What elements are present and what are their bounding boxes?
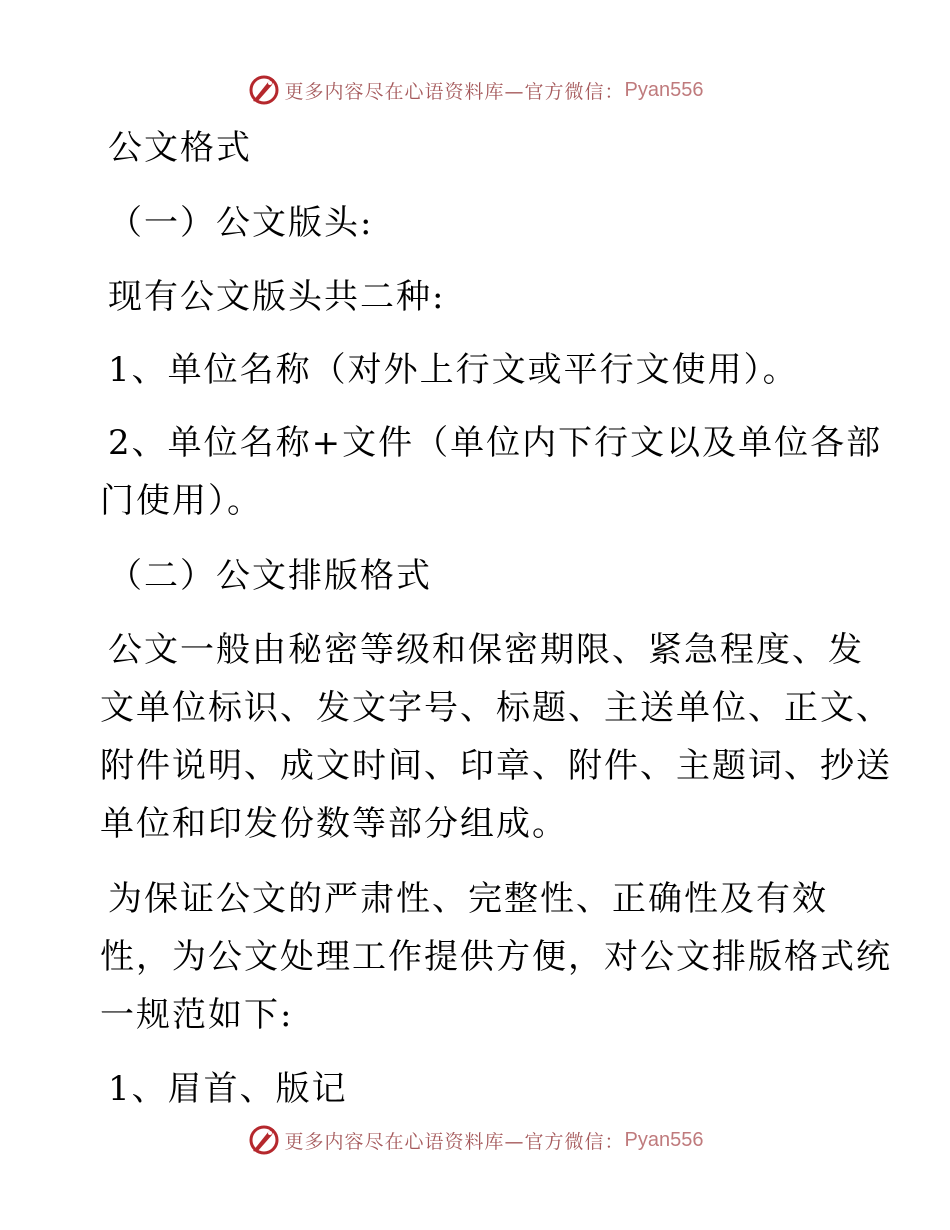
watermark-wechat-id: Pyan556 <box>624 1128 704 1151</box>
section-heading: （二）公文排版格式 <box>108 556 432 596</box>
list-item: 2、单位名称+文件（单位内下行文以及单位各部 <box>108 423 883 463</box>
section-heading: （一）公文版头: <box>108 203 374 243</box>
watermark-wechat-id: Pyan556 <box>624 78 704 101</box>
paragraph-line: 单位和印发份数等部分组成。 <box>100 804 568 844</box>
paragraph-line: 性，为公文处理工作提供方便，对公文排版格式统 <box>100 937 892 977</box>
list-item-continuation: 门使用）。 <box>100 481 263 521</box>
list-item: 1、单位名称（对外上行文或平行文使用）。 <box>108 350 799 390</box>
list-item: 1、眉首、版记 <box>108 1069 348 1109</box>
paragraph-line: 现有公文版头共二种: <box>108 277 446 317</box>
paragraph-line: 一规范如下: <box>100 995 294 1035</box>
paragraph-line: 为保证公文的严肃性、完整性、正确性及有效 <box>108 879 828 919</box>
paragraph-line: 公文一般由秘密等级和保密期限、紧急程度、发 <box>108 630 864 670</box>
watermark-text: 更多内容尽在心语资料库—官方微信： <box>284 1130 625 1153</box>
quill-logo-icon <box>247 73 281 107</box>
quill-logo-icon <box>247 1123 281 1157</box>
document-title: 公文格式 <box>108 128 252 168</box>
paragraph-line: 文单位标识、发文字号、标题、主送单位、正文、 <box>100 688 892 728</box>
watermark-text: 更多内容尽在心语资料库—官方微信： <box>284 80 625 103</box>
header-watermark <box>0 70 950 110</box>
footer-watermark <box>0 1120 950 1160</box>
paragraph-line: 附件说明、成文时间、印章、附件、主题词、抄送 <box>100 746 892 786</box>
